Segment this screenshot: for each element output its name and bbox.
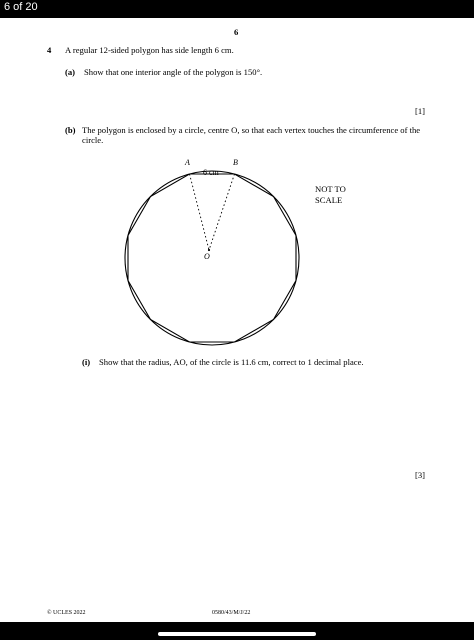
part-a-label: (a) [65, 67, 76, 77]
document-page [0, 18, 474, 622]
vertex-label-b: B [233, 158, 238, 167]
viewer-top-bar [0, 0, 474, 18]
question-intro: A regular 12-sided polygon has side length 6 cm. [65, 45, 234, 55]
part-b-i-text: Show that the radius, AO, of the circle is 11.6 cm, correct to 1 decimal place. [99, 357, 364, 367]
question-number: 4 [47, 45, 52, 55]
not-to-scale-line1: NOT TO [315, 184, 346, 194]
part-a-marks: [1] [415, 106, 426, 116]
not-to-scale-line2: SCALE [315, 195, 343, 205]
centre-label-o: O [204, 252, 210, 261]
home-indicator [158, 632, 316, 636]
part-b-text-line2: circle. [82, 135, 104, 145]
footer-copyright: © UCLES 2022 [47, 610, 86, 616]
part-b-i-marks: [3] [415, 470, 426, 480]
part-b-label: (b) [65, 125, 76, 135]
part-b-i-label: (i) [82, 357, 91, 367]
centre-point [208, 249, 210, 251]
radius-bo-dashed [209, 174, 235, 250]
footer-paper-code: 0580/43/M/J/22 [212, 610, 251, 616]
side-length-label: 6 cm [203, 168, 219, 177]
vertex-label-a: A [185, 158, 190, 167]
part-a-text: Show that one interior angle of the polygon is 150°. [84, 67, 263, 77]
circle-polygon-diagram [0, 18, 474, 622]
page-counter: 6 of 20 [4, 1, 38, 13]
regular-12-gon [128, 174, 296, 342]
enclosing-circle [125, 171, 299, 345]
page-number: 6 [234, 27, 239, 37]
radius-ao-dashed [190, 174, 210, 250]
part-b-text-line1: The polygon is enclosed by a circle, centre O, so that each vertex touches the circumference of the [82, 125, 421, 135]
